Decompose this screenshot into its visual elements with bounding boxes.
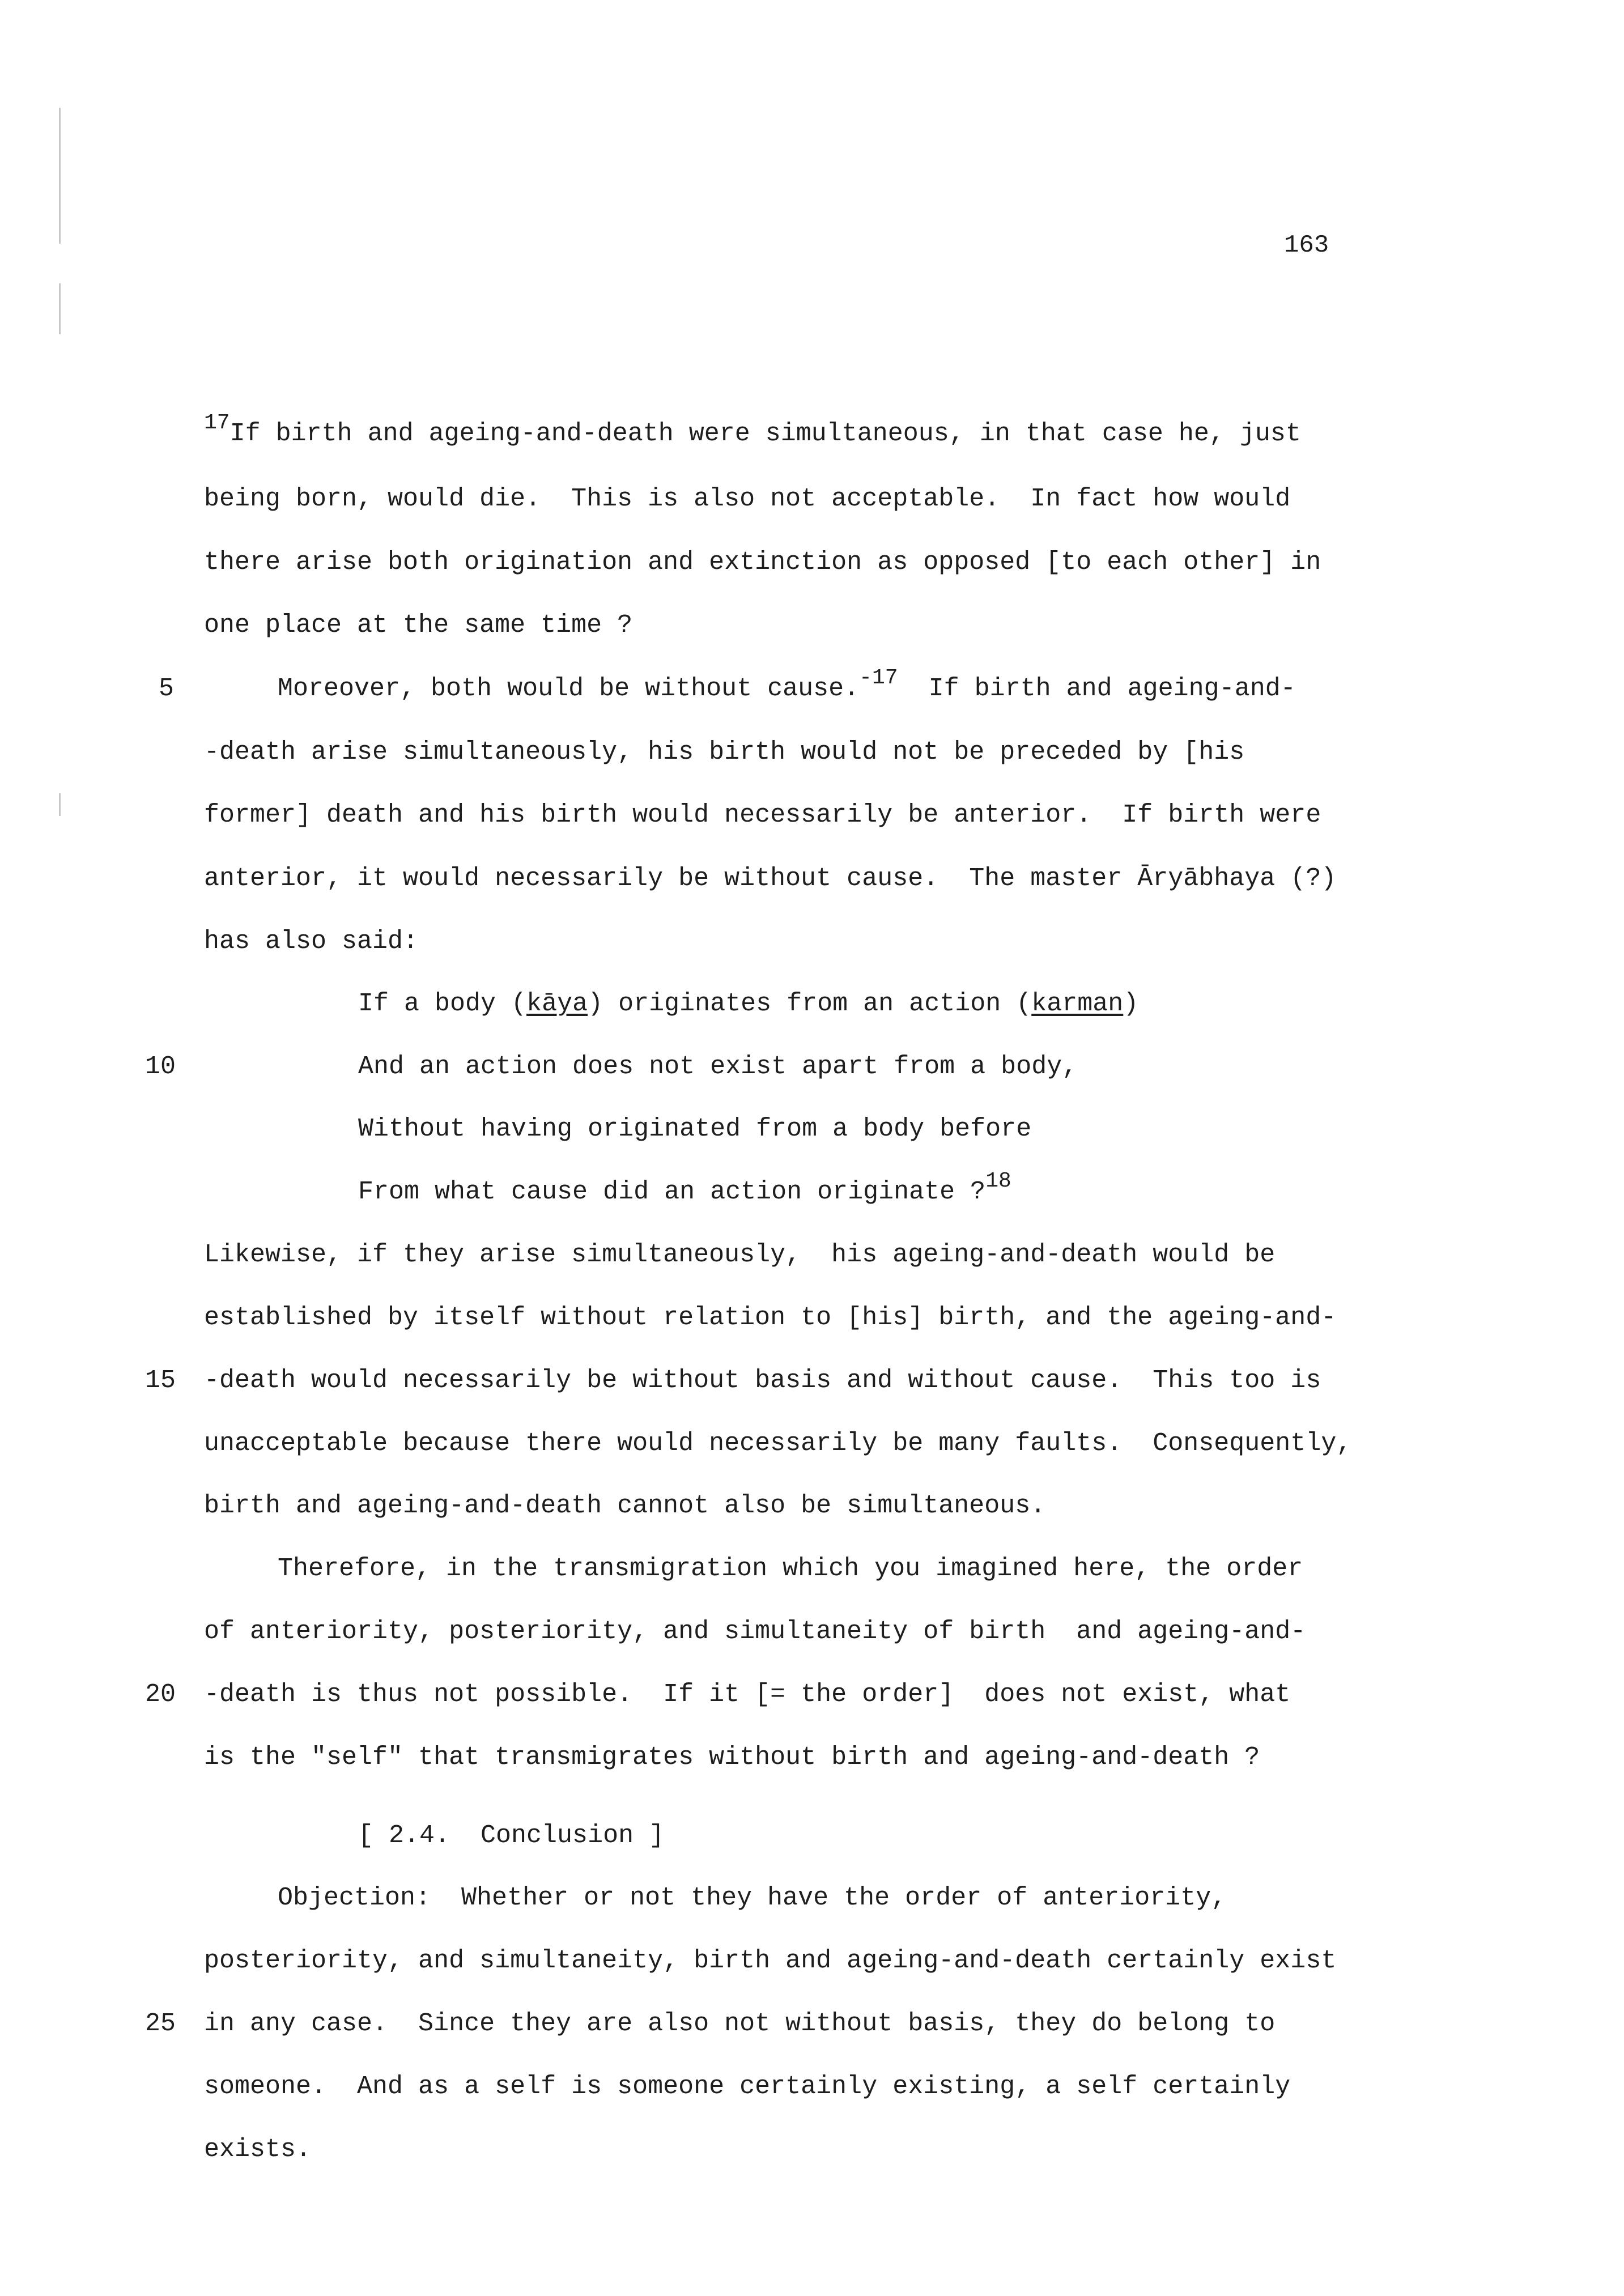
term-kaya: kāya [526, 989, 588, 1018]
text-line: is the "self" that transmigrates without birth and ageing-and-death ? [204, 1743, 1260, 1772]
text-line: Likewise, if they arise simultaneously, his ageing-and-death would be [204, 1240, 1276, 1269]
text-line: of anteriority, posteriority, and simultaneity of birth and ageing-and- [204, 1617, 1306, 1646]
line-number: 25 [145, 2009, 176, 2038]
scan-mark [59, 283, 61, 334]
line-number: 10 [145, 1052, 176, 1081]
footnote-marker: 17 [204, 411, 230, 436]
text-line: in any case. Since they are also not without basis, they do belong to [204, 2009, 1276, 2038]
text-line: Objection: Whether or not they have the order of anteriority, [278, 1883, 1227, 1912]
text-line: former] death and his birth would necessarily be anterior. If birth were [204, 801, 1321, 830]
scan-mark [59, 108, 61, 244]
text-line: birth and ageing-and-death cannot also be simultaneous. [204, 1491, 1046, 1520]
text-line: there arise both origination and extinction as opposed [to each other] in [204, 548, 1321, 577]
text-line: one place at the same time ? [204, 611, 633, 640]
text-line: someone. And as a self is someone certainly existing, a self certainly [204, 2072, 1291, 2101]
text-line: exists. [204, 2135, 312, 2164]
text-line: established by itself without relation to [his] birth, and the ageing-and- [204, 1303, 1337, 1332]
scan-mark [59, 793, 61, 816]
verse-line: From what cause did an action originate ?$^{18}$ [358, 1169, 1011, 1206]
footnote-marker: 18 [985, 1169, 1011, 1194]
line-number: 5 [159, 674, 175, 703]
line-number: 20 [145, 1680, 176, 1709]
page-number: 163 [1284, 231, 1329, 260]
verse-line: If a body (kāya) originates from an action (karman) [358, 989, 1139, 1018]
text-line: anterior, it would necessarily be without cause. The master Āryābhaya (?) [204, 864, 1337, 893]
text-line: posteriority, and simultaneity, birth and ageing-and-death certainly exist [204, 1946, 1337, 1975]
text-line: $^{17}$If birth and ageing-and-death were simultaneous, in that case he, just [204, 411, 1301, 448]
text-line: Therefore, in the transmigration which you imagined here, the order [278, 1554, 1303, 1583]
verse-line: And an action does not exist apart from a body, [358, 1052, 1078, 1081]
footnote-marker: -17 [859, 666, 898, 691]
verse-line: Without having originated from a body before [358, 1115, 1032, 1143]
text-line: being born, would die. This is also not acceptable. In fact how would [204, 484, 1291, 513]
text-line: Moreover, both would be without cause.$^{-17}$ If birth and ageing-and- [278, 666, 1296, 703]
text-line: has also said: [204, 927, 419, 956]
term-karman: karman [1031, 989, 1124, 1018]
text-line: -death is thus not possible. If it [= the order] does not exist, what [204, 1680, 1291, 1709]
section-heading: [ 2.4. Conclusion ] [358, 1821, 665, 1850]
text-line: -death would necessarily be without basis and without cause. This too is [204, 1366, 1321, 1395]
line-number: 15 [145, 1366, 176, 1395]
text-line: -death arise simultaneously, his birth would not be preceded by [his [204, 738, 1245, 767]
text-line: unacceptable because there would necessarily be many faults. Consequently, [204, 1429, 1352, 1458]
